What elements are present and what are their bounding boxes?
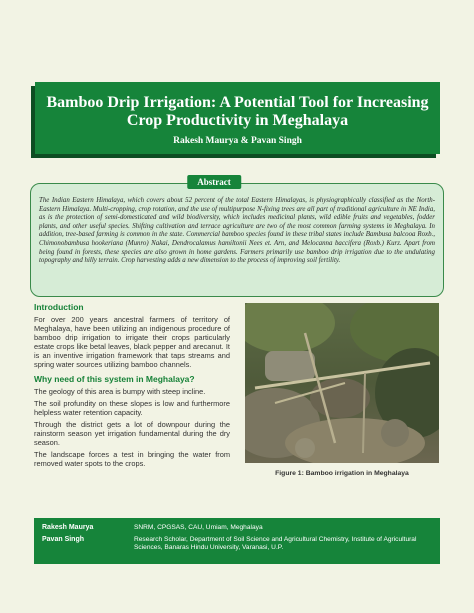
why-need-paragraph: The geology of this area is bumpy with steep incline. bbox=[34, 387, 206, 396]
article-title: Bamboo Drip Irrigation: A Potential Tool for Increasing Crop Productivity in Meghalaya bbox=[46, 94, 429, 129]
body-column bbox=[34, 303, 230, 471]
introduction-text: For over 200 years ancestral farmers of territory of Meghalaya, have been utilizing an indigenous procedure of bamboo drip irrigation to irrigate their crops particularly estate crops like betal leaves, black pepper and arecanut. It is an inventive irrigation framework that taps streams and spring water sources utilizing bamboo channels. bbox=[34, 315, 230, 369]
footer-author-name: Pavan Singh bbox=[42, 536, 85, 543]
why-need-paragraph: Through the district gets a lot of downpour during the rainstorm season yet irrigation fundamental during the dry season. bbox=[34, 420, 230, 447]
footer-author-affiliation: SNRM, CPGSAS, CAU, Umiam, Meghalaya bbox=[134, 524, 263, 531]
author-footer bbox=[34, 518, 440, 564]
bamboo-irrigation-photo bbox=[245, 303, 439, 463]
figure-caption: Figure 1: Bamboo irrigation in Meghalaya bbox=[275, 470, 409, 477]
article-authors: Rakesh Maurya & Pavan Singh bbox=[173, 136, 302, 146]
footer-author-affiliation: Research Scholar, Department of Soil Science and Agricultural Chemistry, Institute of Agricultural Sciences, Banaras Hindu University, Varanasi, U.P. bbox=[134, 536, 417, 551]
footer-author-name: Rakesh Maurya bbox=[42, 524, 94, 531]
introduction-heading: Introduction bbox=[34, 302, 84, 312]
abstract-box bbox=[30, 183, 444, 297]
why-need-paragraph: The soil profundity on these slopes is low and furthermore helpless water retention capacity. bbox=[34, 399, 230, 417]
why-need-paragraph: The landscape forces a test in bringing the water from removed water spots to the crops. bbox=[34, 450, 230, 468]
abstract-heading: Abstract bbox=[187, 175, 241, 189]
why-need-heading: Why need of this system in Meghalaya? bbox=[34, 374, 195, 384]
abstract-text: The Indian Eastern Himalaya, which covers about 52 percent of the total Eastern Himalayas, is physiographically classified as the North-Eastern Himalaya. Multi-cropping, crop rotation, and the use of multipurpose N-fixing trees are all part of traditional agriculture in NE India, as is the protection of semi-domesticated and wild biodiversity, which includes medicinal plants, wild edible fruits and vegetables, fodder plants, and other useful species. Shifting cultivation and terrace agriculture are two of the most common farming systems in Meghalaya. In addition, tree-based farming is common in the state. Commercial bamboo species found in these tribal states include Bambusa balcooa Roxb., Chimonobambusa hookeriana (Munro) Nakai, Dendrocalamus hamiltonii Nees et. Arn, and Melocanna baccifera (Roxb.) Kurz. Apart from being found in forests, these species are also grown in home gardens. Farmers primarily use bamboo drip irrigation due to the undulating topography and hilly terrain. Crop harvesting adds a new dimension to the process of improving soil fertility. bbox=[39, 197, 435, 265]
title-banner bbox=[35, 82, 440, 154]
